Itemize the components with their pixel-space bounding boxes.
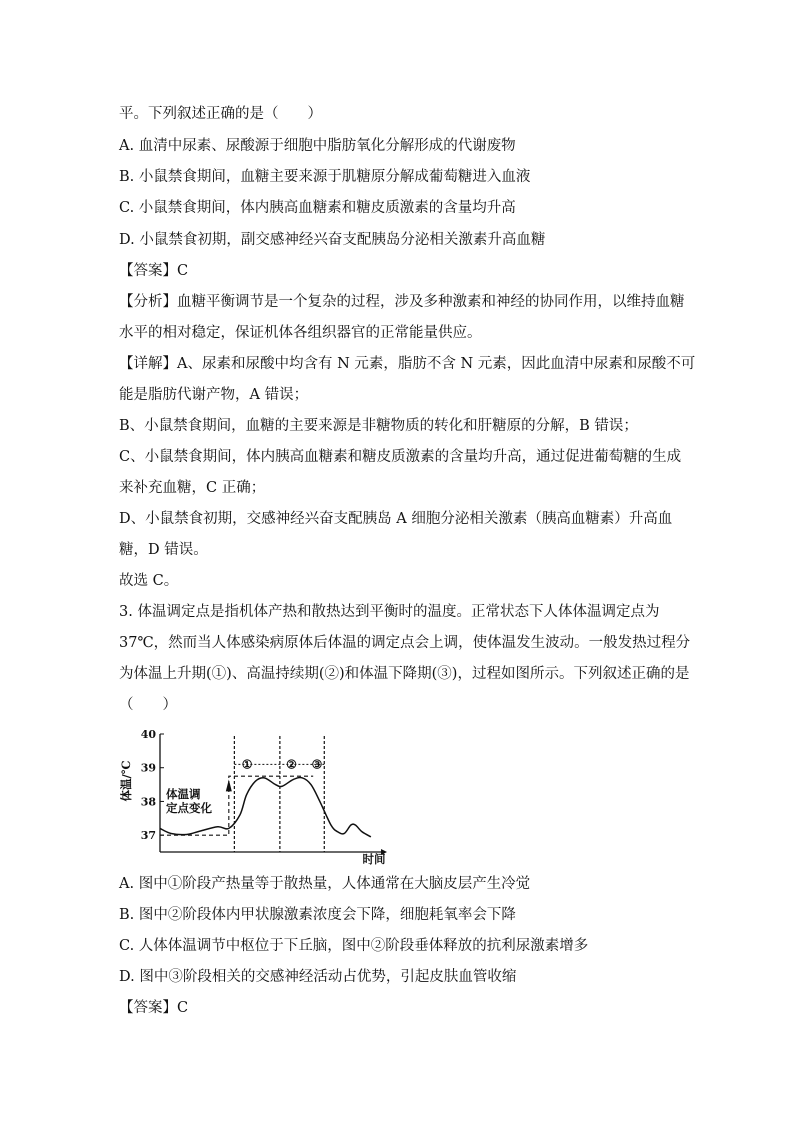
q2-conclusion: 故选 C。 xyxy=(119,573,179,589)
q2-stem-end: 平。下列叙述正确的是（ ） xyxy=(119,106,322,122)
q2-detail-line-1: 【详解】A、尿素和尿酸中均含有 N 元素，脂肪不含 N 元素，因此血清中尿素和尿酸不可 xyxy=(119,356,696,372)
set-point-annotation-line-2: 定点变化 xyxy=(166,801,212,816)
q3-option-a: A. 图中①阶段产热量等于散热量，人体通常在大脑皮层产生冷觉 xyxy=(119,876,531,892)
q3-option-b: B. 图中②阶段体内甲状腺激素浓度会下降，细胞耗氧率会下降 xyxy=(119,907,516,923)
q3-option-d: D. 图中③阶段相关的交感神经活动占优势，引起皮肤血管收缩 xyxy=(119,969,517,985)
y-tick-label-3: 40 xyxy=(140,728,156,741)
x-axis-label: 时间 xyxy=(362,852,386,866)
y-axis-label: 体温/℃ xyxy=(119,760,133,802)
q3-stem-line-4: （ ） xyxy=(119,697,177,713)
y-tick-label-2: 39 xyxy=(140,761,156,775)
q3-answer: 【答案】C xyxy=(119,1000,189,1016)
q2-analysis-line-1: 【分析】血糖平衡调节是一个复杂的过程，涉及多种激素和神经的协同作用，以维持血糖 xyxy=(119,294,685,310)
fever-chart xyxy=(112,728,402,866)
set-point-arrow xyxy=(226,780,232,792)
phase-label-3: ③ xyxy=(311,757,323,772)
q2-detail-line-4: C、小鼠禁食期间，体内胰高血糖素和糖皮质激素的含量均升高，通过促进葡萄糖的生成 xyxy=(119,449,682,465)
q2-detail-line-5: 来补充血糖，C 正确； xyxy=(119,480,266,496)
q2-detail-line-2: 能是脂肪代谢产物，A 错误； xyxy=(119,387,309,403)
q2-option-a: A. 血清中尿素、尿酸源于细胞中脂肪氧化分解形成的代谢废物 xyxy=(119,138,516,154)
q3-stem-line-1: 3. 体温调定点是指机体产热和散热达到平衡时的温度。正常状态下人体体温调定点为 xyxy=(119,604,660,620)
q2-detail-line-3: B、小鼠禁食期间，血糖的主要来源是非糖物质的转化和肝糖原的分解，B 错误； xyxy=(119,418,638,434)
q2-option-b: B. 小鼠禁食期间，血糖主要来源于肌糖原分解成葡萄糖进入血液 xyxy=(119,169,531,185)
phase-label-1: ① xyxy=(241,757,253,772)
q2-option-d: D. 小鼠禁食初期，副交感神经兴奋支配胰岛分泌相关激素升高血糖 xyxy=(119,232,546,248)
set-point-annotation-line-1: 体温调 xyxy=(166,787,201,802)
phase-label-2: ② xyxy=(286,757,297,772)
q3-stem-line-3: 为体温上升期(①)、高温持续期(②)和体温下降期(③)，过程如图所示。下列叙述正确的是 xyxy=(119,666,690,682)
q2-detail-line-6: D、小鼠禁食初期，交感神经兴奋支配胰岛 A 细胞分泌相关激素（胰高血糖素）升高血 xyxy=(119,511,673,527)
q3-option-c: C. 人体体温调节中枢位于下丘脑，图中②阶段垂体释放的抗利尿激素增多 xyxy=(119,938,589,954)
q2-analysis-line-2: 水平的相对稳定，保证机体各组织器官的正常能量供应。 xyxy=(119,325,482,341)
q2-answer: 【答案】C xyxy=(119,263,189,279)
q2-option-c: C. 小鼠禁食期间，体内胰高血糖素和糖皮质激素的含量均升高 xyxy=(119,200,516,216)
y-tick-label-1: 38 xyxy=(140,795,156,809)
q2-detail-line-7: 糖，D 错误。 xyxy=(119,542,208,558)
y-tick-label-0: 37 xyxy=(140,829,156,843)
q3-stem-line-2: 37℃，然而当人体感染病原体后体温的调定点会上调，使体温发生波动。一般发热过程分 xyxy=(119,635,691,651)
